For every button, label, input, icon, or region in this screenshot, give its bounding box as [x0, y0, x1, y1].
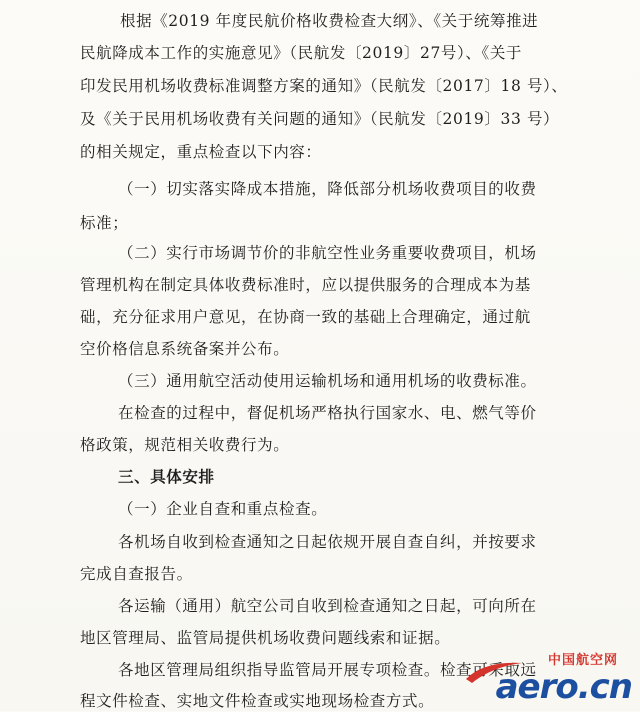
section-heading: 三、具体安排 [118, 467, 215, 486]
watermark-logo-text: aero.cn [495, 667, 632, 707]
text-line: 各地区管理局组织指导监管局开展专项检查。检查可采取远 [118, 661, 537, 679]
text-line: （一）企业自查和重点检查。 [118, 500, 328, 518]
site-watermark [462, 649, 632, 707]
text-line: 民航降成本工作的实施意见》（民航发〔2019〕27号）、《关于 [80, 44, 523, 62]
text-line: （二）实行市场调节价的非航空性业务重要收费项目，机场 [118, 244, 537, 262]
watermark-site-name: 中国航空网 [547, 653, 618, 668]
text-line: 印发民用机场收费标准调整方案的通知》（民航发〔2017〕18 号）、 [80, 77, 568, 95]
text-line: 格政策，规范相关收费行为。 [80, 436, 290, 454]
text-line: 程文件检查、实地文件检查或实地现场检查方式。 [80, 692, 435, 710]
text-line: （三）通用航空活动使用运输机场和通用机场的收费标准。 [118, 372, 537, 390]
text-line: 的相关规定，重点检查以下内容： [80, 143, 322, 161]
text-line: 础，充分征求用户意见，在协商一致的基础上合理确定，通过航 [80, 308, 531, 326]
text-line: 根据《2019 年度民航价格收费检查大纲》、《关于统筹推进 [120, 12, 539, 30]
text-line: （一）切实落实降成本措施，降低部分机场收费项目的收费 [118, 180, 537, 198]
text-line: 地区管理局、监管局提供机场收费问题线索和证据。 [80, 629, 451, 647]
text-line: 在检查的过程中，督促机场严格执行国家水、电、燃气等价 [118, 404, 537, 422]
text-line: 空价格信息系统备案并公布。 [80, 340, 290, 358]
text-line: 各机场自收到检查通知之日起依规开展自查自纠，并按要求 [118, 533, 537, 551]
text-line: 标准； [80, 214, 129, 232]
text-line: 及《关于民用机场收费有关问题的通知》（民航发〔2019〕33 号） [80, 110, 560, 128]
text-line: 各运输（通用）航空公司自收到检查通知之日起，可向所在 [118, 597, 537, 615]
text-line: 管理机构在制定具体收费标准时，应以提供服务的合理成本为基 [80, 276, 531, 294]
text-line: 完成自查报告。 [80, 565, 193, 583]
